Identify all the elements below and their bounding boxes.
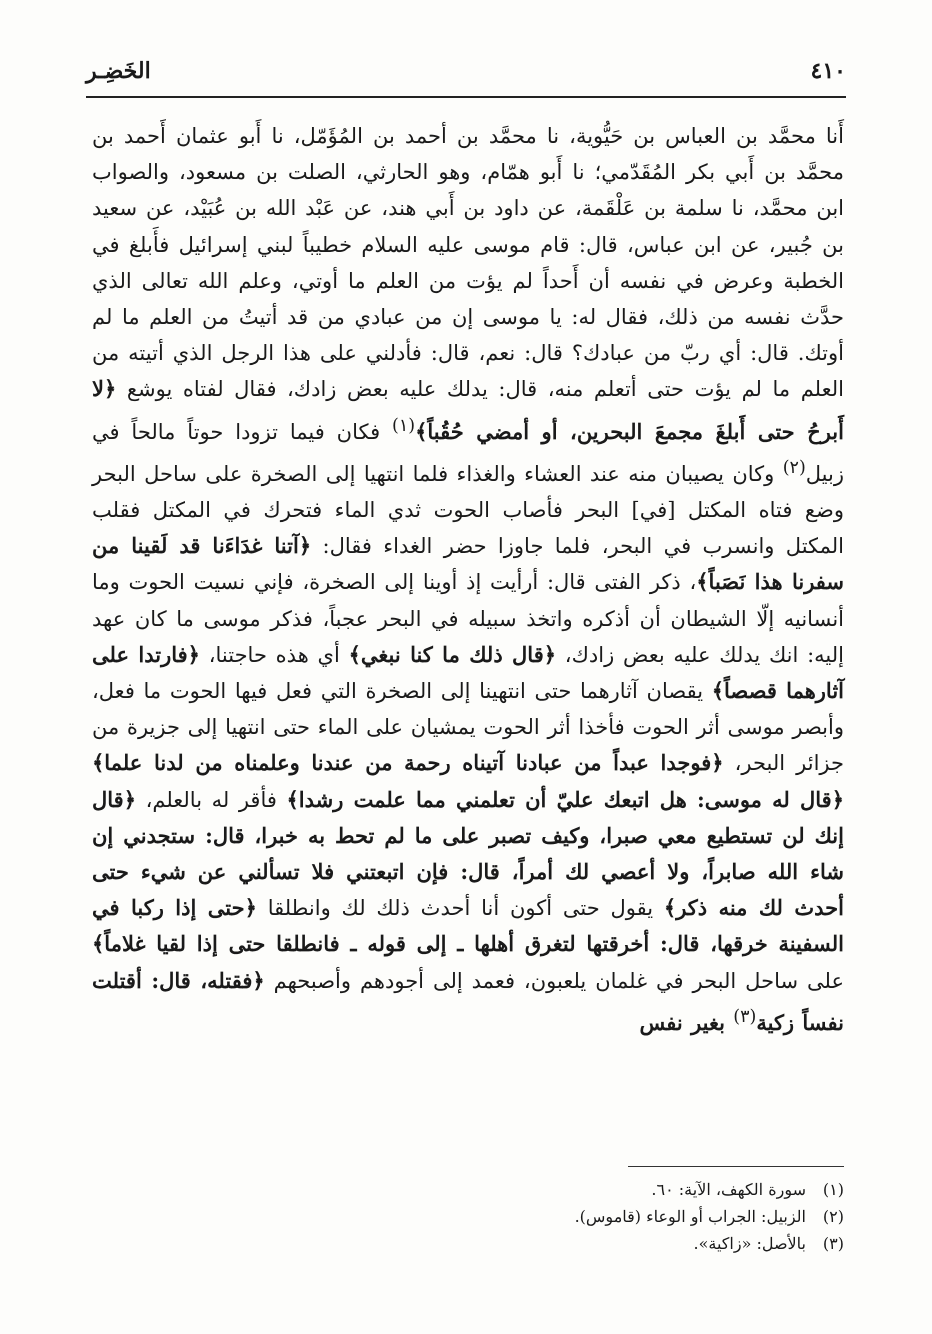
text-segment: يقصان آثارهما حتى انتهينا إلى الصخرة التي فعل فيها الحوت ما فعل، وأبصر موسى أثر الحوت فأخذا أثر الحوت يمشيان على الماء حتى انتهيا إلى جزيرة من جزائر البحر، xyxy=(92,679,845,776)
paragraph xyxy=(92,118,844,1041)
footnote xyxy=(460,1176,844,1203)
quran-quote: ﴿قال ذلك ما كنا نبغي﴾ xyxy=(348,641,557,667)
text-segment: وكان يصيبان منه عند العشاء والغذاء فلما انتهيا إلى الصخرة على ساحل البحر وضع فتاه المكتل [في] البحر فأصاب الحوت ثدي الماء فتحرك في المكتل فقلب المكتل وانسرب في البحر، فلما جاوزا حضر الغداء فقال: xyxy=(92,461,845,559)
footnote xyxy=(460,1203,844,1230)
page-number: ٤١٠ xyxy=(810,58,846,84)
footnote-ref: (٢) xyxy=(782,457,806,478)
footnote-ref: (٣) xyxy=(733,1006,757,1027)
footnote-ref: (١) xyxy=(392,415,416,436)
footnote-text: سورة الكهف، الآية: ٦٠. xyxy=(651,1180,806,1199)
text-segment: على ساحل البحر في غلمان يلعبون، فعمد إلى أجودهم وأصبحهم xyxy=(264,968,844,993)
text-segment: فأقر له بالعلم، xyxy=(136,787,287,812)
text-segment: يقول حتى أكون أنا أحدث ذلك لك وانطلقا xyxy=(256,896,664,921)
footnote-number: (٣) xyxy=(822,1234,844,1253)
quran-quote: ﴿آتنا غدَاءَنا قد لَقينا من سفرنا هذا نَصَباً﴾ xyxy=(92,533,845,595)
quran-quote: ﴿حتى إذا ركبا في السفينة خرقها، قال: أخرقتها لتغرق أهلها ـ إلى قوله ـ فانطلقا حتى إذا لقيا غلاماً﴾ xyxy=(92,895,844,957)
quran-quote: ﴿قال إنك لن تستطيع معي صبرا، وكيف تصبر على ما لم تحط به خبرا، قال: ستجدني إن شاء الله صابراً، ولا أعصي لك أمراً، قال: فإن اتبعتني فلا تسألني عن شيء حتى أحدث لك منه ذكر﴾ xyxy=(92,786,845,921)
footnotes xyxy=(460,1176,844,1257)
quran-quote: ﴿فارتدا على آثارهما قصصاً﴾ xyxy=(92,641,844,704)
quran-quote: ﴿فقتله، قال: أقتلت نفساً زكية xyxy=(92,967,844,1035)
footnote-number: (١) xyxy=(822,1180,844,1199)
page-header xyxy=(86,56,846,96)
quran-quote: ﴿فوجدا عبداً من عبادنا آتيناه رحمة من عندنا وعلمناه من لدنا علما﴾ ﴿قال له موسى: هل اتبعك عليّ أن تعلمني مما علمت رشدا﴾ xyxy=(92,750,844,812)
quran-quote: بغير نفس xyxy=(639,1009,734,1035)
footnote-text: بالأصل: «زاكية». xyxy=(693,1234,806,1253)
text-segment: أَنا محمَّد بن العباس بن حَيُّوية، نا محمَّد بن أحمد بن المُؤَمّل، نا أَبو عثمان أَحمد بن محمَّد بن أَبي بكر المُقَدّمي؛ نا أَبو همّام، وهو الحارثي، الصلت بن مسعود، والصواب ابن محمَّد، نا سلمة بن عَلْقَمة، عن داود بن أَبي هند، عن عَبْد الله بن عُبَيْد، عن سعيد بن جُبير، عن ابن عباس، قال: قام موسى عليه السلام خطيباً لبني إسرائيل فأَبلغ في الخطبة وعرض في نفسه أن أَحداً لم يؤت من العلم ما أوتي، وعلم الله تعالى الذي حدَّث نفسه من ذلك، فقال له: يا موسى إن من عبادي من قد أتيتُ من العلم ما لم أوتك. قال: أي ربّ من عبادك؟ قال: نعم، قال: فأدلني على هذا الرجل الذي أتيته من العلم ما لم يؤت حتى أتعلم منه، قال: يدلك عليه بعض زادك، فقال لفتاه يوشع xyxy=(92,124,844,402)
text-segment: فكان فيما تزودا حوتاً مالحاً في زبيل xyxy=(92,419,844,486)
running-title: الخَضِـر xyxy=(86,58,151,84)
footnote-rule xyxy=(628,1166,844,1167)
header-rule xyxy=(86,96,846,98)
footnote-text: الزبيل: الجراب أو الوعاء (قاموس). xyxy=(574,1207,806,1226)
quran-quote: ﴿لا أَبرحُ حتى أَبلغَ مجمعَ البحرين، أو أمضي حُقُباً﴾ xyxy=(92,376,844,444)
main-text xyxy=(92,118,844,1041)
text-segment: أي هذه حاجتنا، xyxy=(199,642,349,667)
footnote xyxy=(460,1230,844,1257)
footnote-number: (٢) xyxy=(822,1207,844,1226)
text-segment: ، ذكر الفتى قال: أرأيت إذ أوينا إلى الصخرة، فإني نسيت الحوت وما أنسانيه إلّا الشيطان أن أذكره واتخذ سبيله في البحر عجباً، فذكر موسى ما كان عهد إليه: انك يدلك عليه بعض زادك، xyxy=(92,570,844,667)
